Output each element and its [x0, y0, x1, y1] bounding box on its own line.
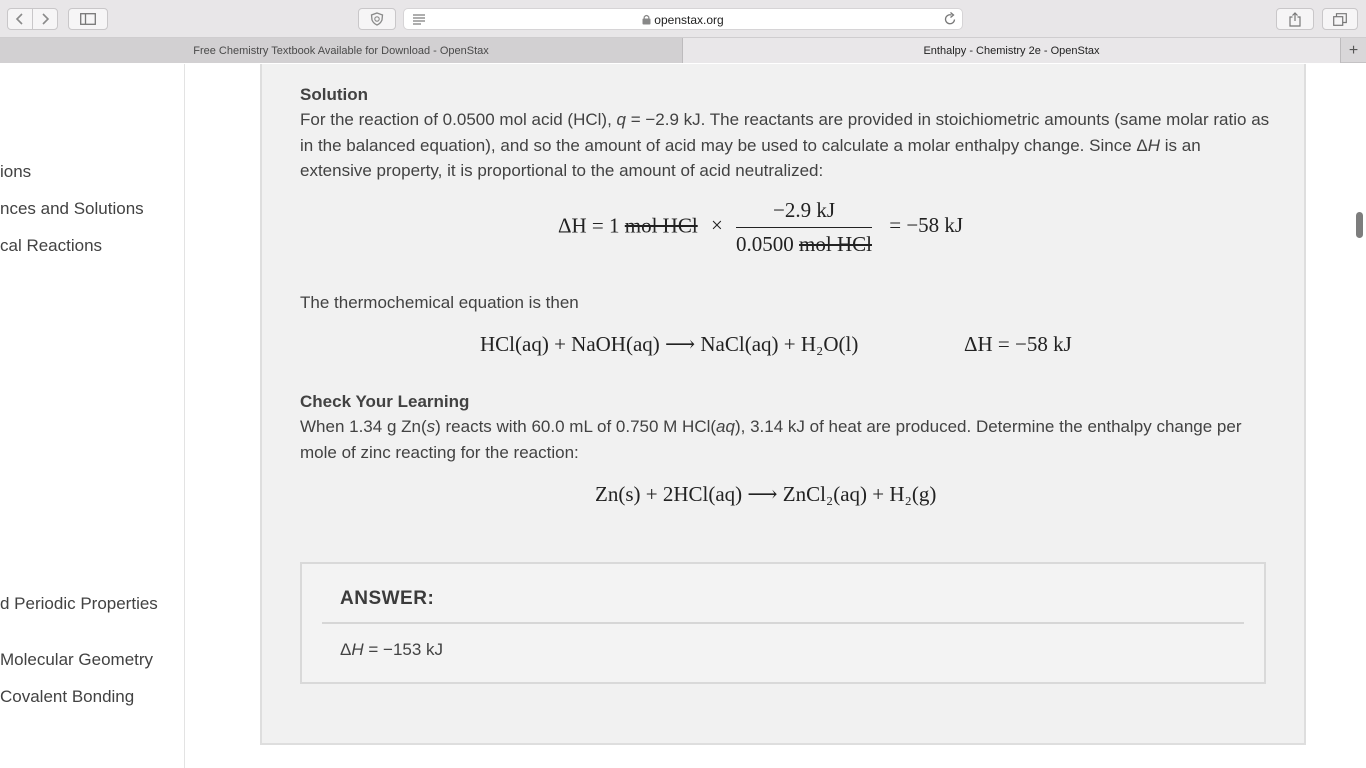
fraction-denominator — [736, 228, 872, 257]
para-text: When 1.34 g Zn( — [300, 417, 427, 436]
times-symbol: × — [710, 213, 723, 238]
aq-state: aq — [716, 417, 735, 436]
address-bar[interactable] — [403, 8, 963, 30]
share-button[interactable] — [1276, 8, 1314, 30]
para-text: ) reacts with 60.0 mL of 0.750 M HCl( — [435, 417, 717, 436]
chevron-left-icon — [15, 13, 25, 25]
thermochemical-enthalpy: ΔH = −58 kJ — [964, 332, 1072, 356]
delta-symbol: Δ — [340, 640, 352, 659]
browser-toolbar — [0, 0, 1366, 38]
check-learning-paragraph — [300, 414, 1272, 465]
solution-heading: Solution — [300, 85, 368, 104]
sidebar-toggle-button[interactable] — [68, 8, 108, 30]
h-variable: H — [1147, 135, 1161, 155]
solution-paragraph — [300, 107, 1272, 184]
forward-button[interactable] — [32, 8, 58, 30]
example-box — [260, 64, 1306, 745]
reload-icon[interactable] — [943, 11, 957, 32]
toc-item-covalent-bonding[interactable]: Covalent Bonding — [0, 687, 135, 706]
toc-item-ions[interactable]: ions — [0, 162, 32, 181]
molar-enthalpy-equation — [558, 198, 963, 257]
cancelled-unit: mol HCl — [799, 232, 872, 256]
tab-overview-button[interactable] — [1322, 8, 1358, 30]
thermochemical-equation: HCl(aq) + NaOH(aq) ⟶ NaCl(aq) + H₂O(l) — [480, 332, 859, 356]
lock-icon — [642, 14, 651, 25]
plus-icon: + — [1348, 41, 1359, 59]
chevron-right-icon — [40, 13, 50, 25]
shield-icon — [370, 12, 384, 26]
toc-item-solutions[interactable]: nces and Solutions — [0, 199, 144, 218]
tab-label: Free Chemistry Textbook Available for Download - OpenStax — [193, 44, 489, 57]
den-value: 0.0500 — [736, 232, 794, 256]
url-text: openstax.org — [654, 13, 724, 27]
tabs-icon — [1333, 13, 1347, 26]
delta-symbol: Δ — [1136, 135, 1148, 155]
share-icon — [1289, 12, 1301, 27]
tab-label: Enthalpy - Chemistry 2e - OpenStax — [923, 44, 1100, 57]
s-state: s — [426, 417, 436, 436]
para-text: ), 3.14 kJ of heat are produced. Determine the enthalpy change per mole of zinc reacting for the reaction: — [300, 417, 1242, 462]
zinc-reaction-equation: Zn(s) + 2HCl(aq) ⟶ ZnCl₂(aq) + H₂(g) — [595, 482, 937, 506]
address-text — [404, 13, 962, 27]
q-variable: q — [616, 110, 626, 129]
toc-item-molecular-geometry[interactable]: Molecular Geometry — [0, 650, 154, 669]
scrollbar-thumb[interactable] — [1356, 212, 1363, 238]
para-text: For the reaction of 0.0500 mol acid (HCl), — [300, 110, 617, 129]
h-variable: H — [351, 640, 364, 659]
new-tab-button[interactable] — [1340, 38, 1366, 63]
para-text: = −2.9 kJ. The reactants are provided in stoichiometric amounts (same molar ratio as in the balanced equation), and so the amount of acid may be used to calculate a molar enthalpy change. Since — [300, 110, 1270, 155]
divider — [322, 622, 1244, 624]
tab-free-chemistry-textbook[interactable] — [0, 38, 683, 63]
answer-value — [340, 640, 443, 660]
toc-item-periodic-properties[interactable]: d Periodic Properties — [0, 594, 158, 613]
answer-number: = −153 kJ — [363, 640, 444, 659]
answer-title: ANSWER: — [340, 588, 435, 609]
sidebar-icon — [80, 13, 96, 25]
toc-item-reactions[interactable]: cal Reactions — [0, 236, 103, 255]
tab-bar — [0, 38, 1366, 63]
para-text: is an extensive property, it is proportional to the amount of acid neutralized: — [300, 135, 1201, 180]
eq-rhs: = −58 kJ — [889, 213, 964, 238]
fraction-numerator: −2.9 kJ — [736, 198, 872, 228]
answer-box — [300, 562, 1266, 684]
cancelled-unit: mol HCl — [624, 213, 698, 238]
thermo-intro: The thermochemical equation is then — [300, 293, 579, 312]
eq-lhs: ΔH = 1 — [558, 213, 620, 238]
check-learning-heading: Check Your Learning — [300, 392, 470, 411]
fraction — [736, 198, 872, 257]
table-of-contents — [0, 64, 185, 768]
back-button[interactable] — [7, 8, 33, 30]
tab-enthalpy[interactable] — [683, 38, 1340, 63]
privacy-button[interactable] — [358, 8, 396, 30]
main-content — [186, 64, 1366, 768]
